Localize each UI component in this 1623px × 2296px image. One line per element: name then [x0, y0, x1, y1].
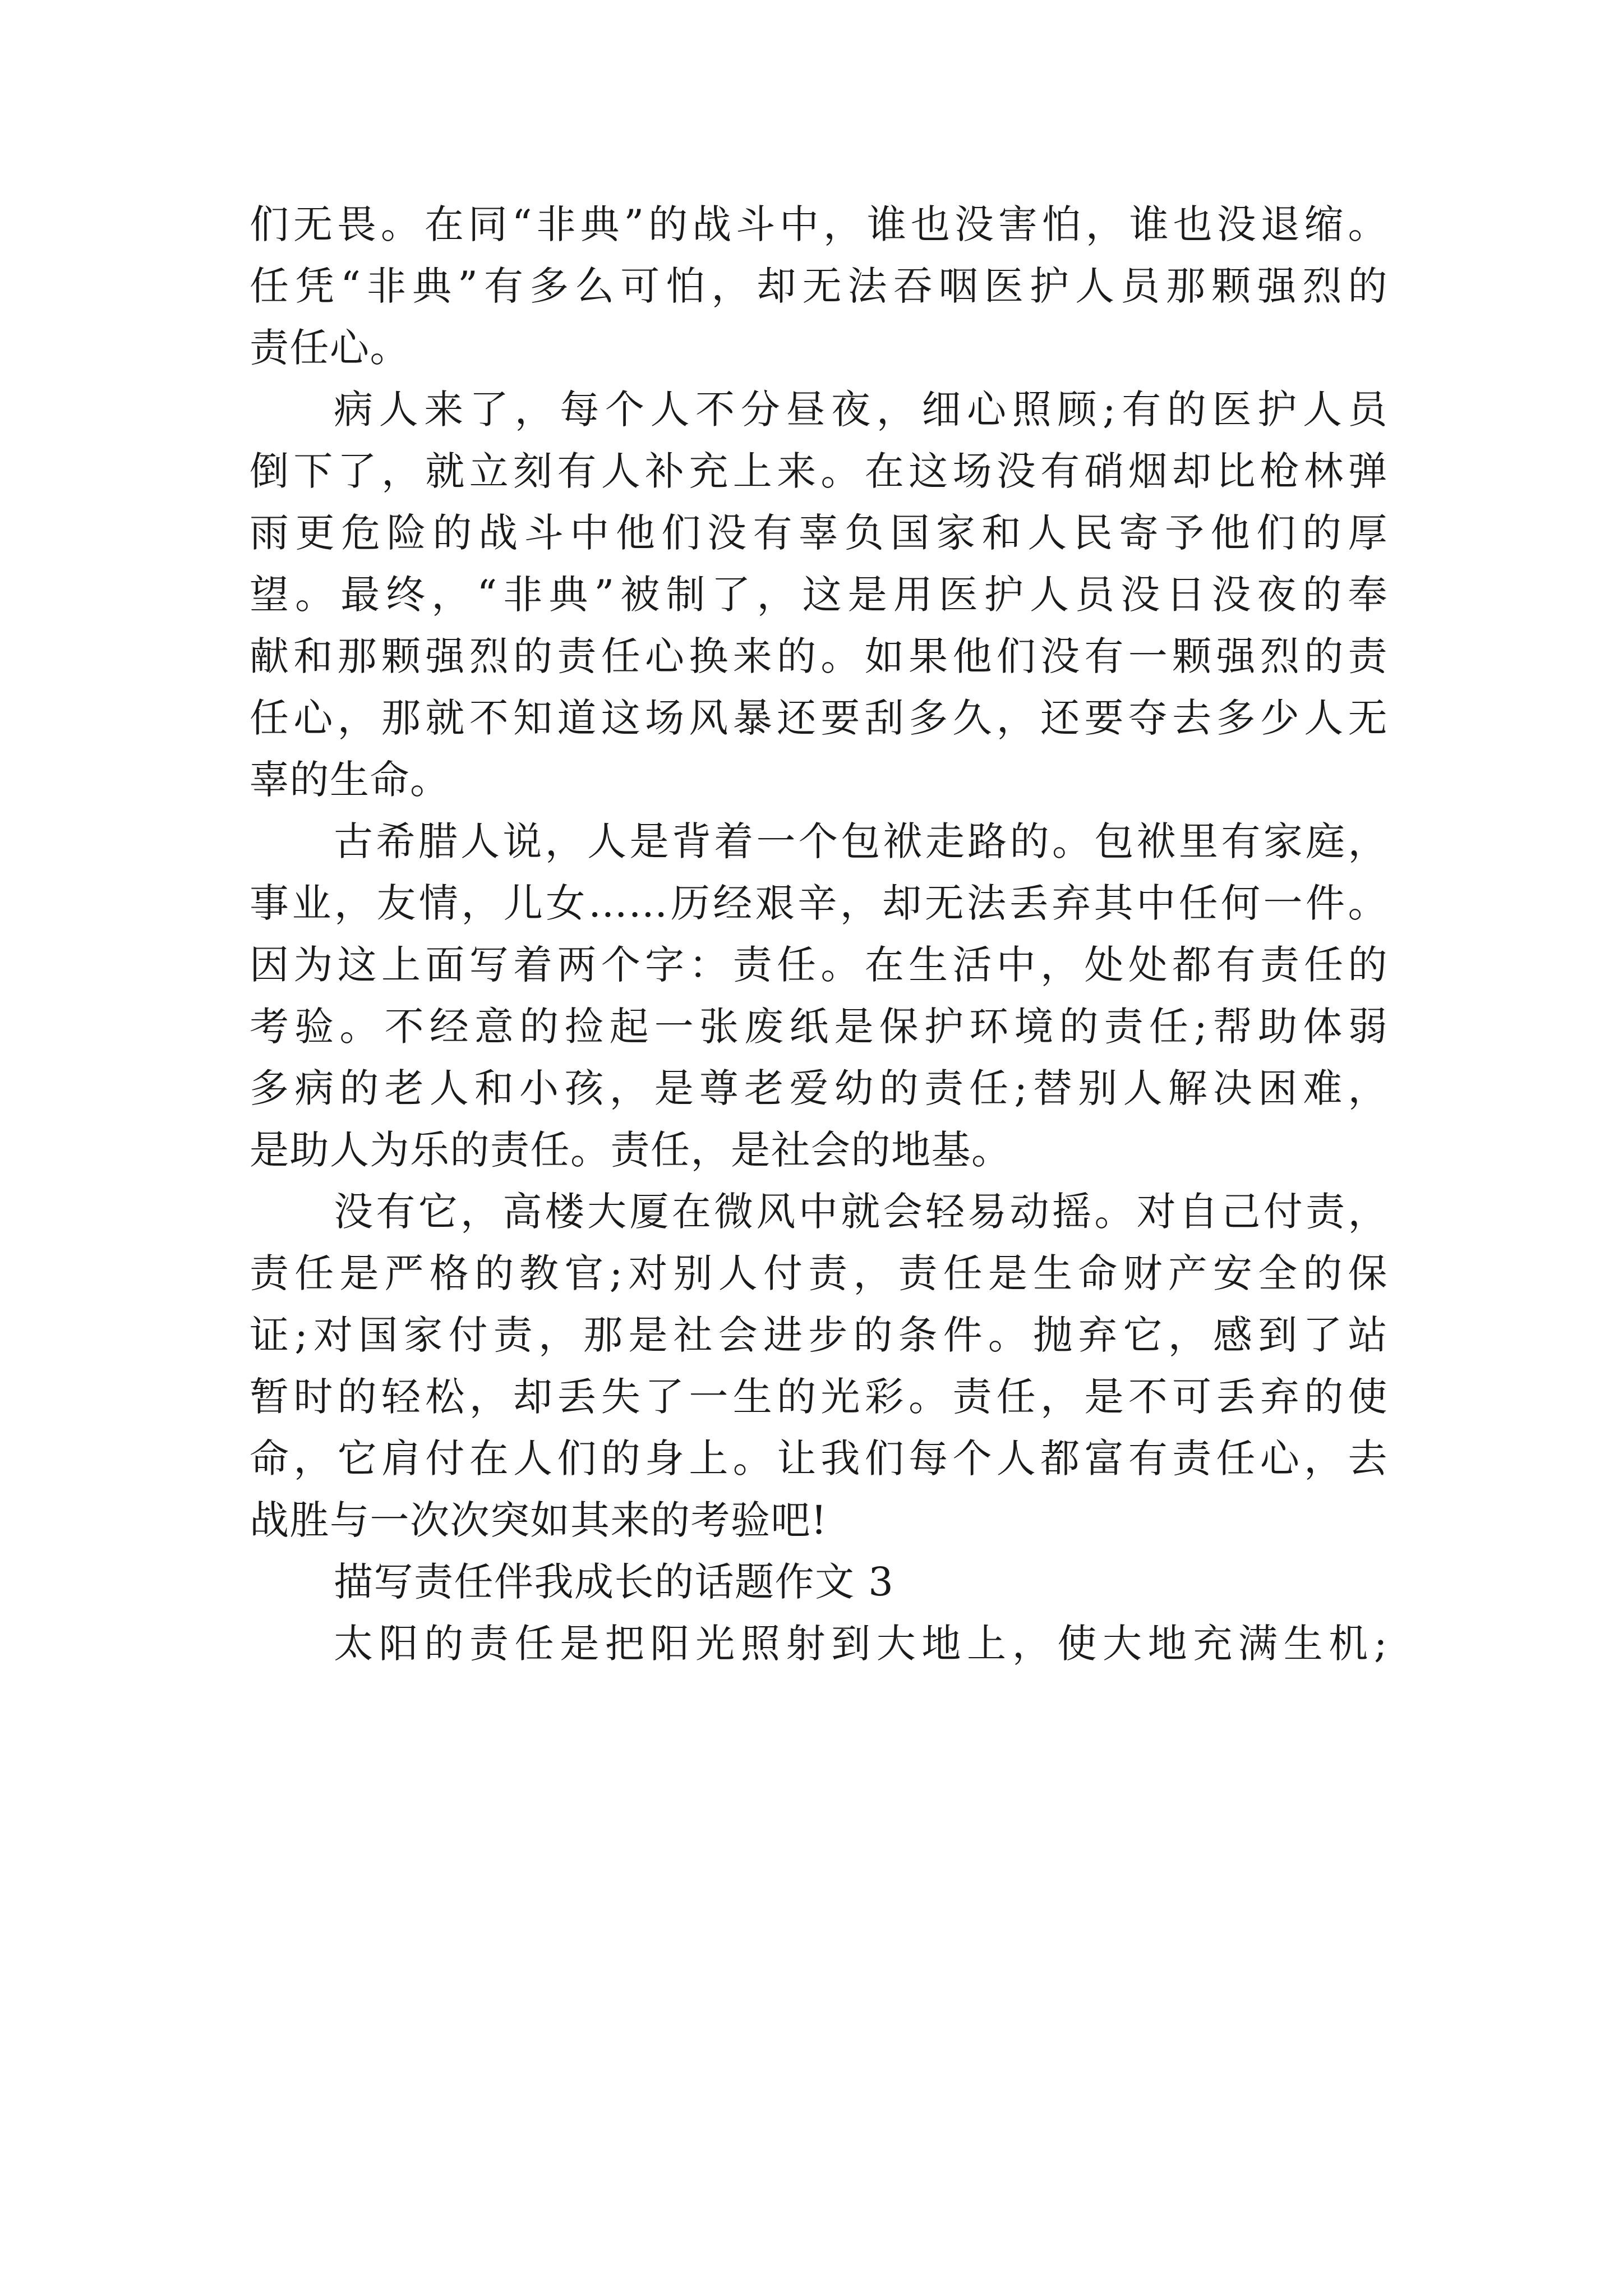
text-line: 任凭“非典”有多么可怕，却无法吞咽医护人员那颗强烈的 — [250, 263, 1388, 309]
text-line: 们无畏。在同“非典”的战斗中，谁也没害怕，谁也没退缩。 — [250, 201, 1388, 247]
text-line: 描写责任伴我成长的话题作文 3 — [334, 1559, 895, 1605]
text-line: 考验。不经意的捡起一张废纸是保护环境的责任;帮助体弱 — [250, 1004, 1388, 1050]
text-line: 证;对国家付责，那是社会进步的条件。抛弃它，感到了站 — [250, 1312, 1388, 1358]
text-line: 雨更危险的战斗中他们没有辜负国家和人民寄予他们的厚 — [250, 510, 1388, 556]
text-line: 事业，友情，儿女……历经艰辛，却无法丢弃其中任何一件。 — [250, 880, 1388, 926]
text-line: 责任心。 — [250, 325, 410, 371]
text-line: 古希腊人说，人是背着一个包袱走路的。包袱里有家庭， — [334, 818, 1388, 864]
text-line: 太阳的责任是把阳光照射到大地上，使大地充满生机; — [334, 1621, 1388, 1667]
text-line: 命，它肩付在人们的身上。让我们每个人都富有责任心，去 — [250, 1435, 1388, 1481]
text-line: 病人来了，每个人不分昼夜，细心照顾;有的医护人员 — [334, 386, 1388, 432]
text-line: 战胜与一次次突如其来的考验吧! — [250, 1497, 828, 1543]
text-line: 责任是严格的教官;对别人付责，责任是生命财产安全的保 — [250, 1250, 1388, 1296]
text-line: 没有它，高楼大厦在微风中就会轻易动摇。对自己付责， — [334, 1189, 1388, 1235]
text-line: 辜的生命。 — [250, 757, 450, 803]
text-line: 任心，那就不知道这场风暴还要刮多久，还要夺去多少人无 — [250, 695, 1388, 741]
document-body — [250, 194, 1388, 1674]
text-line: 是助人为乐的责任。责任，是社会的地基。 — [250, 1127, 1012, 1173]
text-line: 暂时的轻松，却丢失了一生的光彩。责任，是不可丢弃的使 — [250, 1374, 1388, 1420]
text-line: 因为这上面写着两个字：责任。在生活中，处处都有责任的 — [250, 942, 1388, 988]
text-line: 倒下了，就立刻有人补充上来。在这场没有硝烟却比枪林弹 — [250, 448, 1388, 494]
text-line: 望。最终，“非典”被制了，这是用医护人员没日没夜的奉 — [250, 572, 1388, 618]
text-line: 多病的老人和小孩，是尊老爱幼的责任;替别人解决困难， — [250, 1065, 1388, 1111]
text-line: 献和那颗强烈的责任心换来的。如果他们没有一颗强烈的责 — [250, 633, 1388, 679]
